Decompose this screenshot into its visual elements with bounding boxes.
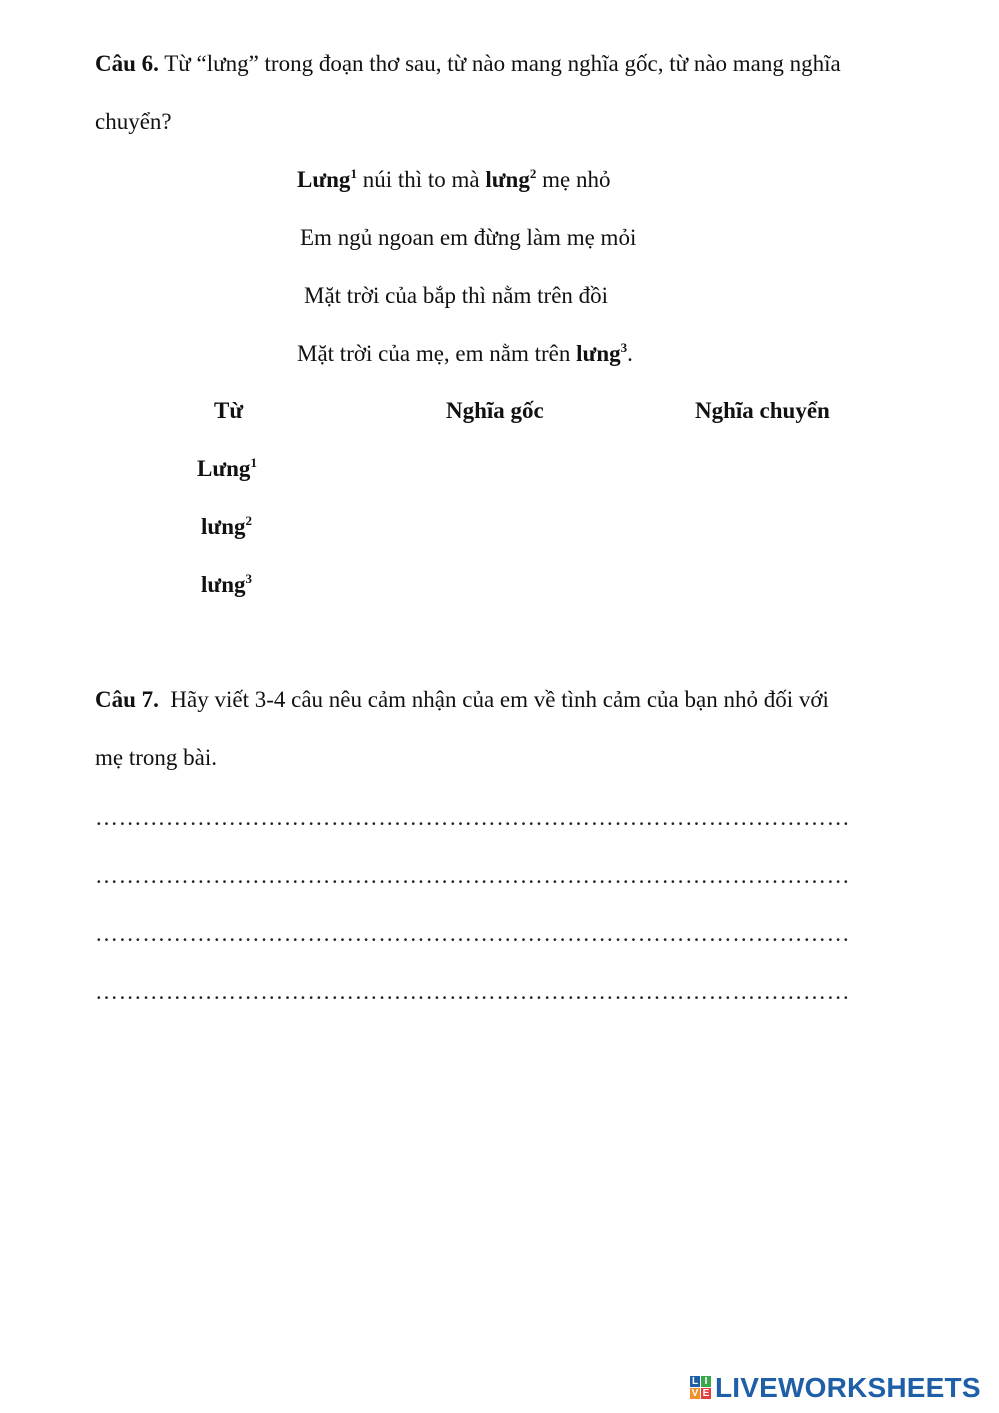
original-meaning-answer-2[interactable] xyxy=(420,512,590,542)
question-6-label: Câu 6. xyxy=(95,51,159,76)
question-6-line1 xyxy=(95,49,841,79)
table-header-transferred-meaning: Nghĩa chuyển xyxy=(695,398,830,423)
superscript-3: 3 xyxy=(620,340,628,355)
original-meaning-answer-3[interactable] xyxy=(420,570,590,600)
logo-text: LIVEWORKSHEETS xyxy=(715,1372,981,1403)
table-row: lưng$^2$ xyxy=(201,513,252,539)
table-word: Lưng xyxy=(197,456,251,481)
question-6-text: Từ “lưng” trong đoạn thơ sau, từ nào mang nghĩa gốc, từ nào mang nghĩa xyxy=(158,51,841,76)
poem-line-1: Lưng$^1$ núi thì to mà lưng$^2$ mẹ nhỏ xyxy=(297,166,611,192)
poem-word-lung-2: lưng xyxy=(485,167,530,192)
superscript-2: 2 xyxy=(529,166,537,181)
poem-word-lung-1: Lưng xyxy=(297,167,351,192)
liveworksheets-logo xyxy=(690,1371,981,1405)
transferred-meaning-answer-3[interactable] xyxy=(685,570,855,600)
live-logo-icon: L I V E xyxy=(691,1376,710,1399)
question-6-line2: chuyển? xyxy=(95,109,172,134)
table-header-word: Từ xyxy=(214,398,244,423)
table-row: lưng$^3$ xyxy=(201,571,252,597)
answer-line-1[interactable]: …………………………………………………………………………………… xyxy=(95,805,851,830)
original-meaning-answer-1[interactable] xyxy=(420,454,590,484)
table-row: Lưng$^1$ xyxy=(197,455,257,481)
superscript-1: 1 xyxy=(350,166,357,181)
poem-word-lung-3: lưng xyxy=(576,341,621,366)
poem-line-4: Mặt trời của mẹ, em nằm trên lưng$^3$. xyxy=(297,340,633,366)
table-header-original-meaning: Nghĩa gốc xyxy=(446,398,544,423)
answer-line-4[interactable]: …………………………………………………………………………………… xyxy=(95,979,851,1004)
answer-line-2[interactable]: …………………………………………………………………………………… xyxy=(95,863,851,888)
table-word: lưng xyxy=(201,572,246,597)
table-word: lưng xyxy=(201,514,246,539)
poem-line-2: Em ngủ ngoan em đừng làm mẹ mỏi xyxy=(300,225,637,250)
answer-line-3[interactable]: …………………………………………………………………………………… xyxy=(95,921,851,946)
transferred-meaning-answer-2[interactable] xyxy=(685,512,855,542)
question-7-label: Câu 7. xyxy=(95,687,159,712)
question-7-line1 xyxy=(95,685,829,715)
question-7-text: Hãy viết 3-4 câu nêu cảm nhận của em về tình cảm của bạn nhỏ đối với xyxy=(158,687,829,712)
question-7-line2: mẹ trong bài. xyxy=(95,745,217,770)
poem-line-3: Mặt trời của bắp thì nằm trên đồi xyxy=(304,283,609,308)
transferred-meaning-answer-1[interactable] xyxy=(685,454,855,484)
